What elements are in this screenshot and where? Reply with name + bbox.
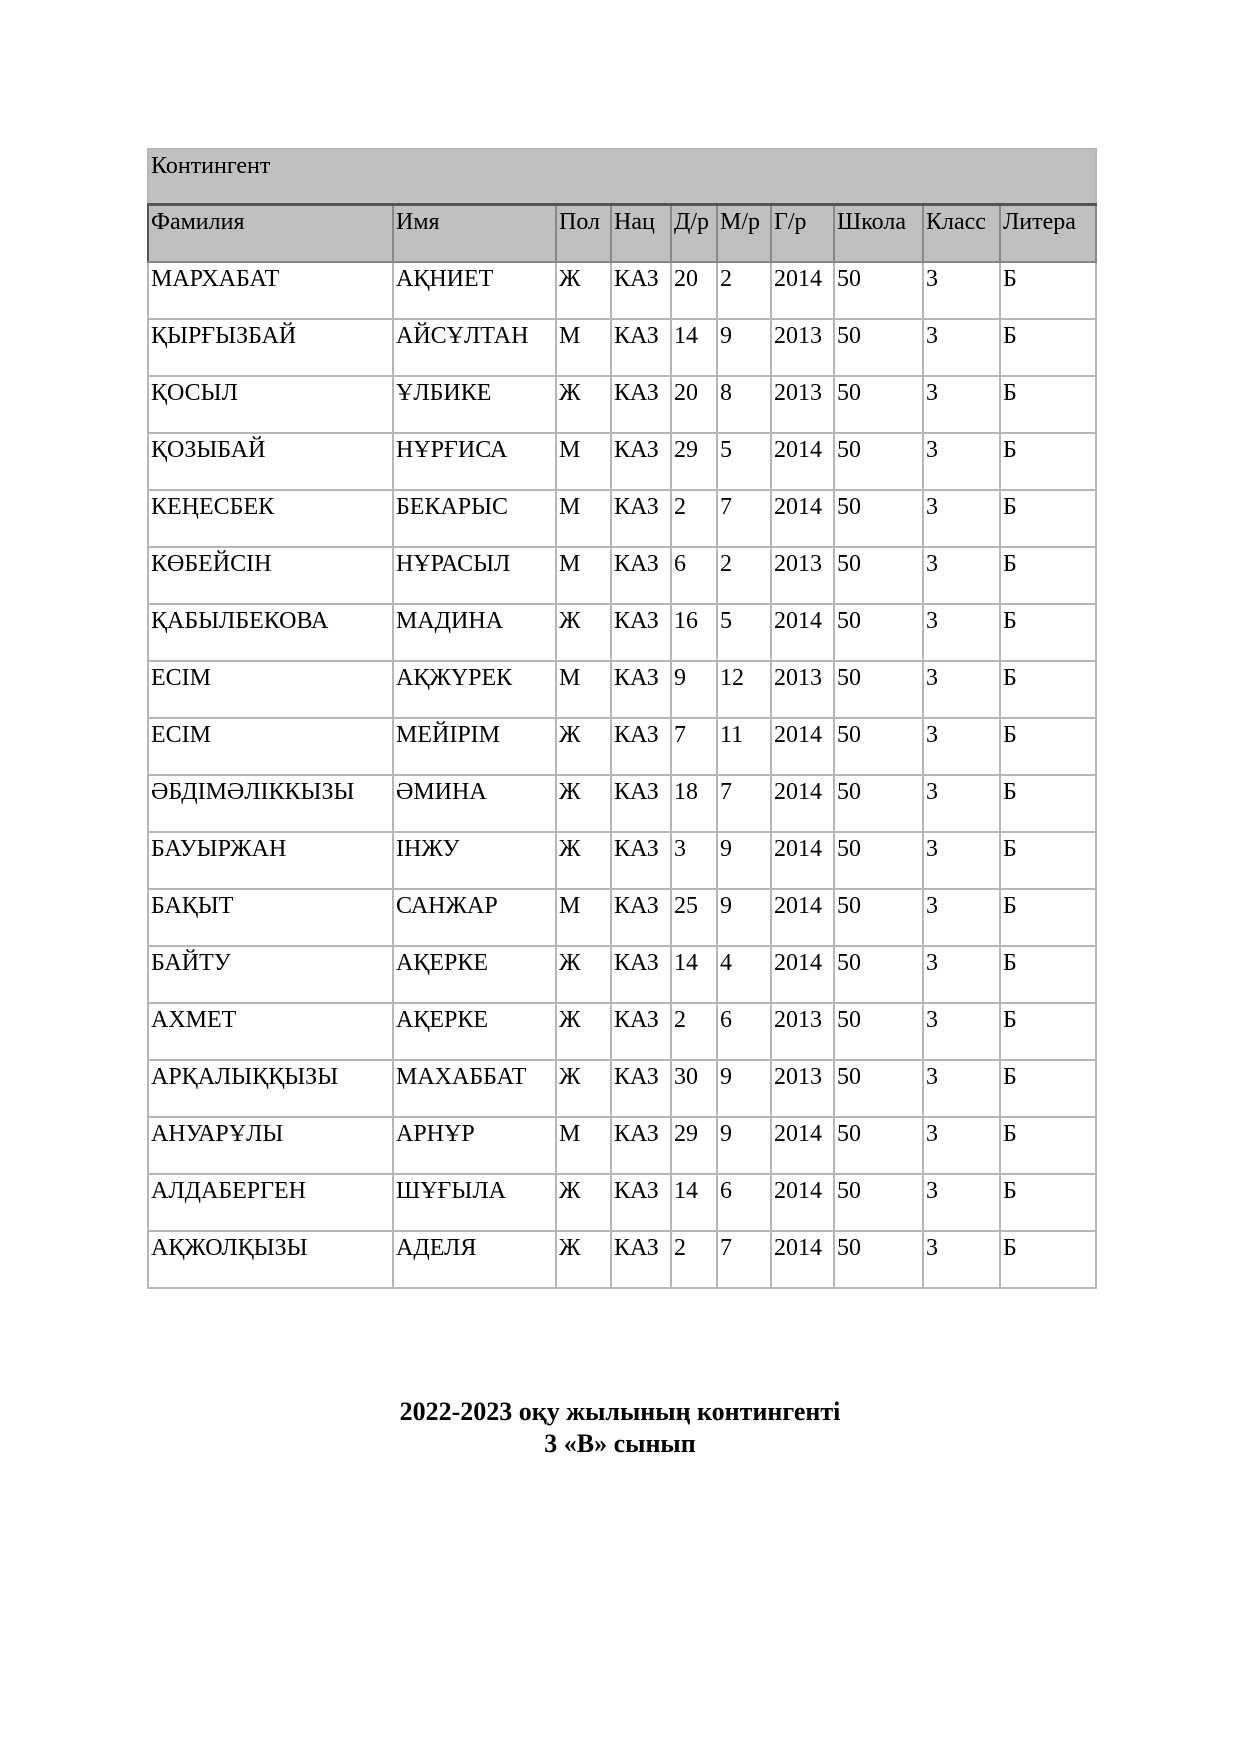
table-cell: 2013 <box>771 547 834 604</box>
table-cell: 2013 <box>771 1060 834 1117</box>
table-cell: Ж <box>556 604 611 661</box>
table-cell: ҰЛБИКЕ <box>393 376 556 433</box>
table-cell: БЕКАРЫС <box>393 490 556 547</box>
table-cell: САНЖАР <box>393 889 556 946</box>
table-cell: 6 <box>717 1174 771 1231</box>
table-cell: 3 <box>923 775 1000 832</box>
table-cell: Ж <box>556 1060 611 1117</box>
table-cell: ӘМИНА <box>393 775 556 832</box>
contingent-table-wrapper <box>147 148 1095 1289</box>
table-cell: АДЕЛЯ <box>393 1231 556 1288</box>
table-cell: 3 <box>923 376 1000 433</box>
table-cell: 2 <box>671 1231 717 1288</box>
table-row <box>148 1003 1096 1060</box>
table-cell: 5 <box>717 604 771 661</box>
table-cell: КАЗ <box>611 319 671 376</box>
table-cell: Б <box>1000 490 1096 547</box>
table-cell: 9 <box>671 661 717 718</box>
table-cell: АРНҰР <box>393 1117 556 1174</box>
table-cell: 50 <box>834 490 923 547</box>
table-cell: 4 <box>717 946 771 1003</box>
table-cell: 3 <box>923 604 1000 661</box>
table-row <box>148 889 1096 946</box>
table-cell: 3 <box>923 490 1000 547</box>
table-cell: КАЗ <box>611 433 671 490</box>
table-cell: Ж <box>556 1003 611 1060</box>
table-cell: 14 <box>671 1174 717 1231</box>
table-row <box>148 718 1096 775</box>
table-cell: Б <box>1000 433 1096 490</box>
table-cell: Ж <box>556 262 611 319</box>
table-cell: Б <box>1000 775 1096 832</box>
table-cell: Б <box>1000 1231 1096 1288</box>
table-cell: 2014 <box>771 1231 834 1288</box>
table-row <box>148 1060 1096 1117</box>
table-cell: М <box>556 661 611 718</box>
table-cell: КАЗ <box>611 1174 671 1231</box>
table-cell: Б <box>1000 1003 1096 1060</box>
table-cell: 18 <box>671 775 717 832</box>
table-cell: 50 <box>834 661 923 718</box>
table-cell: 50 <box>834 832 923 889</box>
table-cell: 50 <box>834 376 923 433</box>
table-cell: АРҚАЛЫҚҚЫЗЫ <box>148 1060 393 1117</box>
table-cell: ҚЫРҒЫЗБАЙ <box>148 319 393 376</box>
table-cell: КАЗ <box>611 889 671 946</box>
column-header: Фамилия <box>148 205 393 263</box>
table-cell: 2014 <box>771 946 834 1003</box>
table-cell: Б <box>1000 604 1096 661</box>
table-cell: КАЗ <box>611 1060 671 1117</box>
table-cell: 50 <box>834 433 923 490</box>
table-caption-row <box>148 149 1096 205</box>
column-header: Литера <box>1000 205 1096 263</box>
table-cell: 50 <box>834 604 923 661</box>
column-header: Нац <box>611 205 671 263</box>
table-cell: 2014 <box>771 775 834 832</box>
table-cell: 2014 <box>771 1117 834 1174</box>
table-cell: НҰРҒИСА <box>393 433 556 490</box>
table-cell: АЙСҰЛТАН <box>393 319 556 376</box>
table-row <box>148 262 1096 319</box>
table-row <box>148 604 1096 661</box>
table-cell: АҚЖҮРЕК <box>393 661 556 718</box>
table-cell: 11 <box>717 718 771 775</box>
table-cell: КЕҢЕСБЕК <box>148 490 393 547</box>
table-cell: 29 <box>671 433 717 490</box>
table-cell: 3 <box>923 1003 1000 1060</box>
table-cell: 12 <box>717 661 771 718</box>
document-footer <box>0 1396 1240 1460</box>
table-row <box>148 946 1096 1003</box>
table-cell: 3 <box>923 1174 1000 1231</box>
table-cell: 14 <box>671 319 717 376</box>
table-cell: 50 <box>834 718 923 775</box>
table-cell: 2 <box>671 1003 717 1060</box>
table-cell: 14 <box>671 946 717 1003</box>
table-cell: Ж <box>556 946 611 1003</box>
contingent-table <box>147 148 1097 1289</box>
table-cell: 2014 <box>771 433 834 490</box>
table-cell: МАДИНА <box>393 604 556 661</box>
table-cell: М <box>556 547 611 604</box>
table-cell: АХМЕТ <box>148 1003 393 1060</box>
table-cell: МАХАББАТ <box>393 1060 556 1117</box>
footer-title: 2022-2023 оқу жылының контингенті <box>399 1397 841 1426</box>
table-cell: КАЗ <box>611 775 671 832</box>
table-cell: КАЗ <box>611 1117 671 1174</box>
table-cell: 2013 <box>771 661 834 718</box>
table-cell: Б <box>1000 1060 1096 1117</box>
table-cell: 6 <box>717 1003 771 1060</box>
table-cell: 2014 <box>771 262 834 319</box>
column-header: Г/р <box>771 205 834 263</box>
table-cell: ӘБДІМӘЛІККЫЗЫ <box>148 775 393 832</box>
table-cell: 7 <box>717 1231 771 1288</box>
table-cell: 3 <box>923 1060 1000 1117</box>
table-cell: КАЗ <box>611 832 671 889</box>
table-cell: 16 <box>671 604 717 661</box>
table-cell: 5 <box>717 433 771 490</box>
table-cell: Ж <box>556 1231 611 1288</box>
table-row <box>148 775 1096 832</box>
table-cell: 3 <box>923 1231 1000 1288</box>
table-cell: 9 <box>717 889 771 946</box>
table-cell: 8 <box>717 376 771 433</box>
table-cell: АЛДАБЕРГЕН <box>148 1174 393 1231</box>
table-row <box>148 433 1096 490</box>
table-cell: Б <box>1000 1117 1096 1174</box>
table-row <box>148 1117 1096 1174</box>
table-cell: КАЗ <box>611 376 671 433</box>
table-cell: КАЗ <box>611 661 671 718</box>
table-cell: МАРХАБАТ <box>148 262 393 319</box>
table-cell: КАЗ <box>611 604 671 661</box>
table-cell: БАЙТУ <box>148 946 393 1003</box>
table-cell: КАЗ <box>611 547 671 604</box>
table-cell: 50 <box>834 547 923 604</box>
table-cell: 3 <box>923 319 1000 376</box>
table-cell: БАҚЫТ <box>148 889 393 946</box>
table-cell: 9 <box>717 1117 771 1174</box>
table-cell: АҚЖОЛҚЫЗЫ <box>148 1231 393 1288</box>
table-cell: Б <box>1000 661 1096 718</box>
table-cell: Б <box>1000 946 1096 1003</box>
table-cell: 20 <box>671 262 717 319</box>
table-cell: КАЗ <box>611 490 671 547</box>
table-cell: АНУАРҰЛЫ <box>148 1117 393 1174</box>
table-cell: БАУЫРЖАН <box>148 832 393 889</box>
table-cell: 50 <box>834 946 923 1003</box>
table-cell: ІНЖУ <box>393 832 556 889</box>
table-cell: 3 <box>923 718 1000 775</box>
column-header: Имя <box>393 205 556 263</box>
table-cell: 3 <box>671 832 717 889</box>
table-cell: 9 <box>717 832 771 889</box>
table-row <box>148 832 1096 889</box>
table-cell: КАЗ <box>611 1003 671 1060</box>
table-cell: 2014 <box>771 1174 834 1231</box>
table-cell: М <box>556 490 611 547</box>
table-cell: 50 <box>834 319 923 376</box>
table-cell: КАЗ <box>611 946 671 1003</box>
column-header: Школа <box>834 205 923 263</box>
table-cell: 3 <box>923 661 1000 718</box>
table-cell: 50 <box>834 262 923 319</box>
table-cell: М <box>556 319 611 376</box>
table-cell: КАЗ <box>611 262 671 319</box>
table-cell: 50 <box>834 1231 923 1288</box>
table-cell: 3 <box>923 1117 1000 1174</box>
table-cell: Ж <box>556 1174 611 1231</box>
table-cell: 2 <box>671 490 717 547</box>
table-cell: ШҰҒЫЛА <box>393 1174 556 1231</box>
table-cell: КАЗ <box>611 1231 671 1288</box>
table-cell: Б <box>1000 319 1096 376</box>
table-cell: ЕСІМ <box>148 661 393 718</box>
table-cell: 50 <box>834 1117 923 1174</box>
table-cell: 50 <box>834 775 923 832</box>
table-row <box>148 661 1096 718</box>
table-cell: 9 <box>717 1060 771 1117</box>
table-cell: Б <box>1000 262 1096 319</box>
table-cell: Б <box>1000 832 1096 889</box>
table-cell: 3 <box>923 547 1000 604</box>
table-cell: Ж <box>556 718 611 775</box>
table-cell: 9 <box>717 319 771 376</box>
table-cell: КӨБЕЙСІН <box>148 547 393 604</box>
table-cell: 7 <box>717 490 771 547</box>
table-cell: Ж <box>556 832 611 889</box>
table-cell: 29 <box>671 1117 717 1174</box>
table-row <box>148 547 1096 604</box>
table-cell: 3 <box>923 433 1000 490</box>
table-cell: 7 <box>717 775 771 832</box>
table-cell: 50 <box>834 1060 923 1117</box>
table-cell: М <box>556 433 611 490</box>
table-row <box>148 319 1096 376</box>
table-cell: Б <box>1000 889 1096 946</box>
table-cell: М <box>556 1117 611 1174</box>
table-cell: КАЗ <box>611 718 671 775</box>
table-cell: 2 <box>717 547 771 604</box>
table-cell: АҚЕРКЕ <box>393 1003 556 1060</box>
table-cell: 30 <box>671 1060 717 1117</box>
footer-class: 3 «В» сынып <box>544 1429 696 1458</box>
table-cell: Ж <box>556 775 611 832</box>
table-cell: 2014 <box>771 490 834 547</box>
table-row <box>148 1174 1096 1231</box>
table-row <box>148 376 1096 433</box>
table-row <box>148 1231 1096 1288</box>
table-cell: ҚОСЫЛ <box>148 376 393 433</box>
table-cell: Б <box>1000 376 1096 433</box>
table-cell: 3 <box>923 832 1000 889</box>
table-cell: Ж <box>556 376 611 433</box>
table-cell: 2013 <box>771 1003 834 1060</box>
table-cell: МЕЙІРІМ <box>393 718 556 775</box>
table-cell: ЕСІМ <box>148 718 393 775</box>
table-cell: 2014 <box>771 889 834 946</box>
table-caption: Контингент <box>148 149 1096 205</box>
table-cell: 3 <box>923 262 1000 319</box>
table-cell: НҰРАСЫЛ <box>393 547 556 604</box>
table-cell: 50 <box>834 889 923 946</box>
table-cell: 50 <box>834 1003 923 1060</box>
table-cell: 2014 <box>771 832 834 889</box>
table-cell: М <box>556 889 611 946</box>
table-cell: 3 <box>923 946 1000 1003</box>
table-cell: ҚАБЫЛБЕКОВА <box>148 604 393 661</box>
column-header: Д/р <box>671 205 717 263</box>
table-cell: 2014 <box>771 718 834 775</box>
table-cell: 2013 <box>771 319 834 376</box>
table-row <box>148 490 1096 547</box>
table-cell: 6 <box>671 547 717 604</box>
table-cell: 3 <box>923 889 1000 946</box>
table-cell: 2 <box>717 262 771 319</box>
table-cell: ҚОЗЫБАЙ <box>148 433 393 490</box>
table-cell: Б <box>1000 1174 1096 1231</box>
table-cell: 25 <box>671 889 717 946</box>
table-cell: 2014 <box>771 604 834 661</box>
table-header-row <box>148 205 1096 263</box>
table-cell: 50 <box>834 1174 923 1231</box>
table-cell: АҚНИЕТ <box>393 262 556 319</box>
table-cell: 7 <box>671 718 717 775</box>
column-header: Пол <box>556 205 611 263</box>
table-cell: 20 <box>671 376 717 433</box>
table-cell: Б <box>1000 718 1096 775</box>
table-cell: АҚЕРКЕ <box>393 946 556 1003</box>
table-cell: 2013 <box>771 376 834 433</box>
column-header: Класс <box>923 205 1000 263</box>
column-header: М/р <box>717 205 771 263</box>
table-cell: Б <box>1000 547 1096 604</box>
